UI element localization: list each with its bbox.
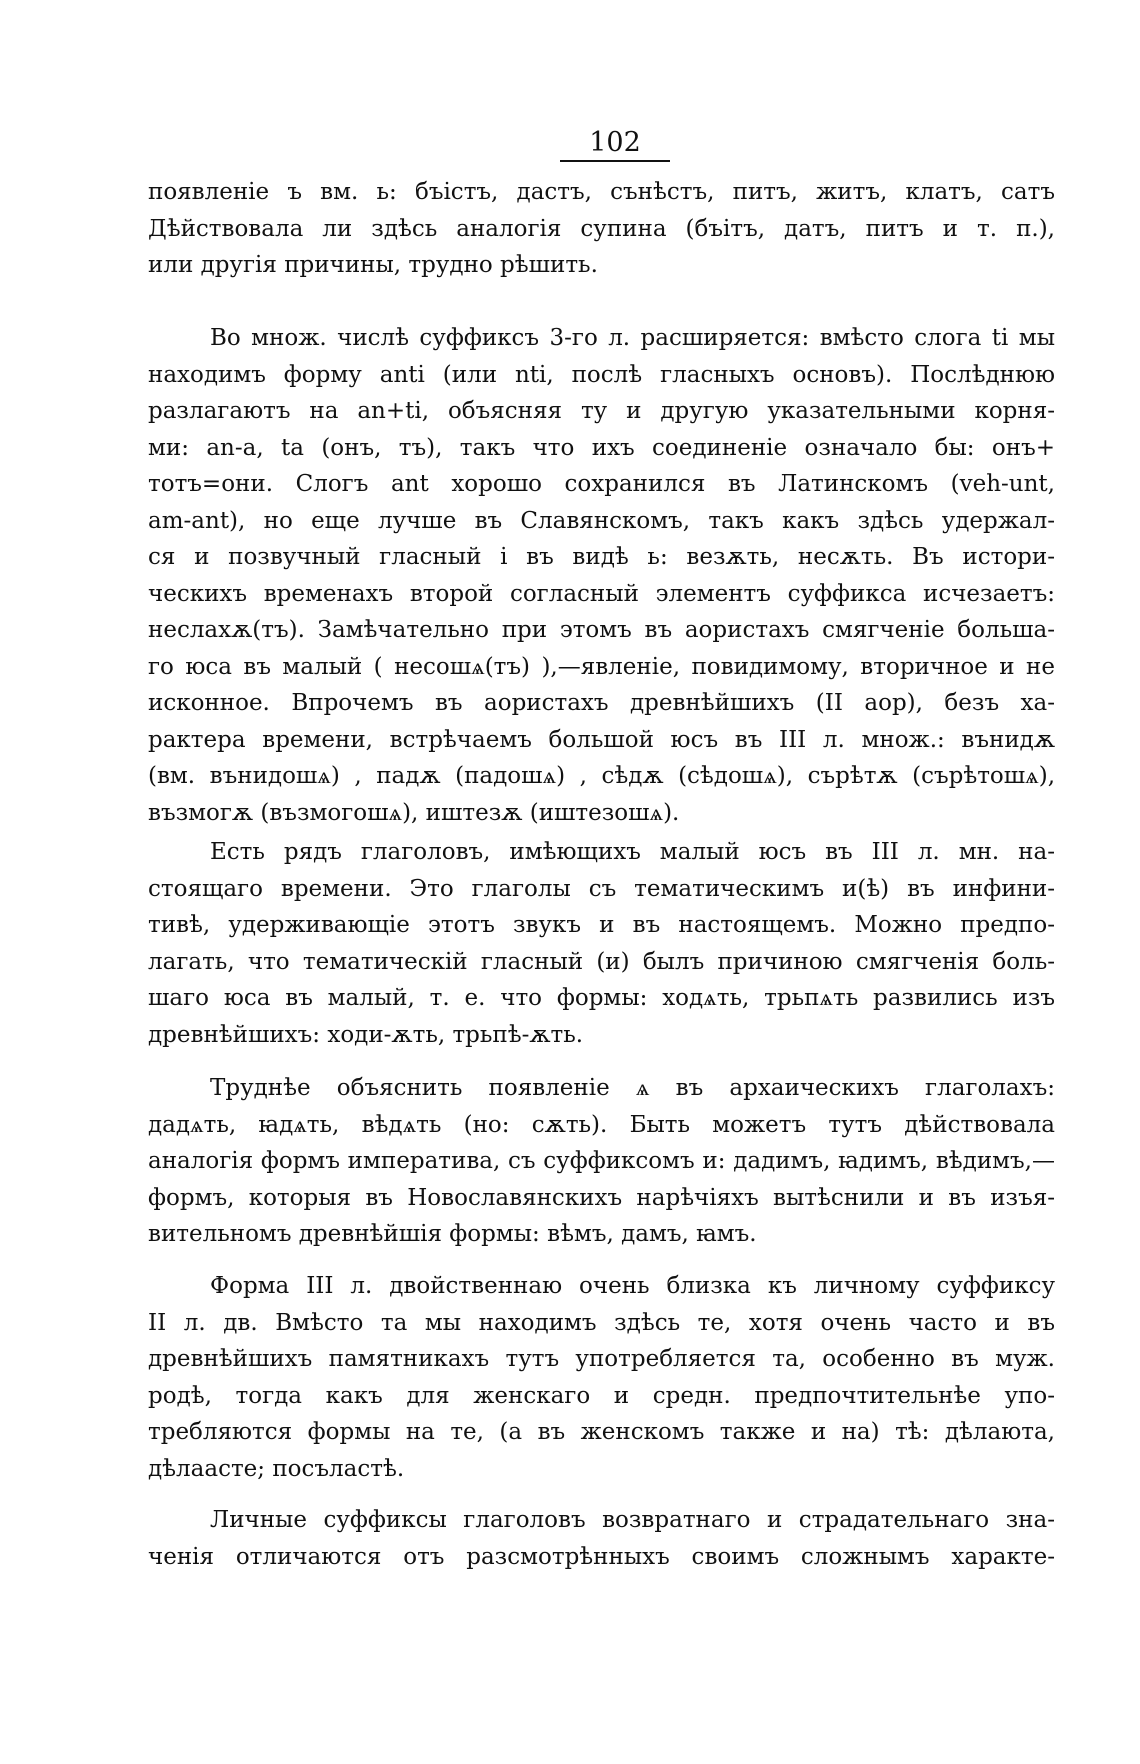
paragraph-6: [148, 1502, 1055, 1575]
text-line: находимъ форму anti (или nti, послѣ гласныхъ основъ). Послѣднюю: [148, 361, 1055, 388]
text-line: разлагаютъ на an+ti, объясняя ту и другую указательными корня-: [148, 398, 1055, 424]
text-line: исконное. Впрочемъ въ аористахъ древнѣйшихъ (II аор), безъ ха-: [148, 690, 1055, 716]
text-line: Во множ. числѣ суффиксъ 3-го л. расширяется: вмѣсто слога ti мы: [210, 325, 1055, 351]
text-line: дѣлаасте; посъластѣ.: [148, 1455, 405, 1482]
text-line: (вм. вънидошѧ) , падѫ (падошѧ) , сѣдѫ (сѣдошѧ), сърѣтѫ (сърѣтошѧ),: [148, 763, 1055, 789]
paragraph-4: [148, 1070, 1055, 1253]
text-line: am-ant), но еще лучше въ Славянскомъ, такъ какъ здѣсь удержал-: [148, 507, 1055, 534]
text-line: древнѣйшихъ: ходи-ѫть, трьпѣ-ѫть.: [148, 1021, 584, 1048]
text-line: появленіе ъ вм. ь: бъістъ, дастъ, сънѣстъ, питъ, житъ, клатъ, сатъ: [148, 179, 1055, 205]
text-line: неслахѫ(тъ). Замѣчательно при этомъ въ аористахъ смягченіе большa-: [148, 617, 1055, 643]
paragraph-2: [148, 320, 1055, 831]
text-line: ся и позвучный гласный і въ видѣ ь: везѫть, несѫть. Въ истори-: [148, 544, 1055, 570]
text-line: древнѣйшихъ памятникахъ тутъ употребляется та, особенно въ муж.: [148, 1346, 1055, 1372]
text-line: ческихъ временахъ второй согласный элементъ суффикса исчезаетъ:: [148, 580, 1055, 607]
page-number: 102: [589, 127, 641, 158]
text-line: възмогѫ (възмогошѧ), иштезѫ (иштезошѧ).: [148, 799, 680, 826]
text-line: Личные суффиксы глаголовъ возвратнаго и страдательнаго зна-: [210, 1507, 1055, 1533]
text-line: ченія отличаются отъ разсмотрѣнныхъ своимъ сложнымъ характе-: [148, 1543, 1055, 1570]
text-line: тотъ=они. Слогъ ant хорошо сохранился въ Латинскомъ (veh-unt,: [148, 471, 1055, 497]
text-line: Дѣйствовала ли здѣсь аналогія супина (бъітъ, датъ, питъ и т. п.),: [148, 215, 1055, 242]
text-line: Есть рядъ глаголовъ, имѣющихъ малый юсъ въ III л. мн. на-: [210, 839, 1055, 865]
text-line: тивѣ, удерживающіе этотъ звукъ и въ настоящемъ. Можно предпо-: [148, 912, 1055, 938]
text-line: дадѧть, ꙗдѧть, вѣдѧть (но: сѫть). Быть можетъ тутъ дѣйствовала: [148, 1111, 1055, 1138]
paragraph-1: [148, 174, 1055, 284]
text-line: лагать, что тематическій гласный (и) былъ причиною смягченія боль-: [148, 948, 1055, 975]
page-number-underline: [560, 160, 670, 162]
paragraph-5: [148, 1268, 1055, 1487]
text-line: шаго юса въ малый, т. е. что формы: ходѧть, трьпѧть развились изъ: [148, 985, 1055, 1011]
text-line: Форма III л. двойственнаю очень близка къ личному суффиксу: [210, 1273, 1055, 1299]
text-line: требляются формы на те, (а въ женскомъ также и на) тѣ: дѣлаюта,: [148, 1419, 1055, 1445]
text-line: родѣ, тогда какъ для женскаго и средн. предпочтительнѣе упо-: [148, 1382, 1055, 1409]
text-line: Труднѣе объяснить появленіе ѧ въ архаическихъ глаголахъ:: [210, 1075, 1055, 1101]
text-line: стоящаго времени. Это глаголы съ тематическимъ и(ѣ) въ инфини-: [148, 875, 1055, 902]
text-line: II л. дв. Вмѣсто та мы находимъ здѣсь те, хотя очень часто и въ: [148, 1309, 1055, 1336]
text-line: рактера времени, встрѣчаемъ большой юсъ въ III л. множ.: вънидѫ: [148, 726, 1055, 753]
text-line: го юса въ малый ( несошѧ(тъ) ),—явленіе, повидимому, вторичное и не: [148, 653, 1055, 680]
text-line: аналогія формъ императива, съ суффиксомъ и: дадимъ, ꙗдимъ, вѣдимъ,—: [148, 1148, 1055, 1174]
paragraph-3: [148, 834, 1055, 1053]
text-line: формъ, которыя въ Новославянскихъ нарѣчіяхъ вытѣснили и въ изъя-: [148, 1184, 1055, 1211]
text-line: вительномъ древнѣйшія формы: вѣмъ, дамъ, ꙗмъ.: [148, 1221, 757, 1247]
text-line: или другія причины, трудно рѣшить.: [148, 252, 598, 278]
text-line: ми: an-a, ta (онъ, тъ), такъ что ихъ соединеніе означало бы: онъ+: [148, 434, 1055, 461]
